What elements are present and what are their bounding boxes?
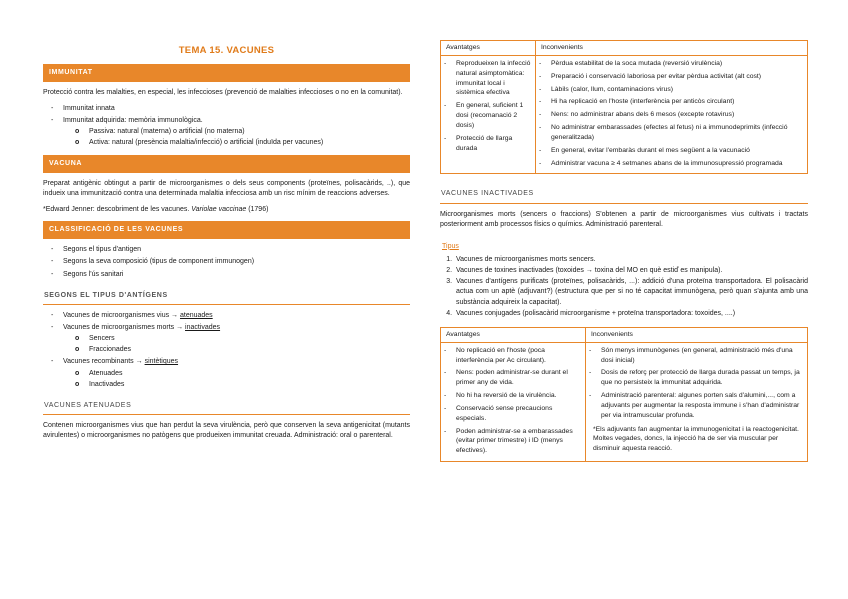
immunitat-list <box>43 104 410 149</box>
link-inactivades[interactable]: inactivades <box>185 324 221 332</box>
list-item: - Segons la seva composició (tipus de component immunogen) <box>51 257 410 267</box>
list-item: - Vacunes de microorganismes morts → inactivades o Sencers o Fraccionades <box>51 323 410 355</box>
classificacio-list <box>43 245 410 279</box>
tipus-label: Tipus <box>442 242 459 250</box>
table-header: Inconvenients <box>536 41 808 56</box>
inactivades-table <box>440 327 808 462</box>
list-item: - Immunitat innata <box>51 104 410 114</box>
table-header: Inconvenients <box>586 327 808 342</box>
inconvenients-cell <box>536 55 808 174</box>
adjuvants-note: *Els adjuvants fan augmentar la immunogenicitat i la reactogenicitat. Moltes vegades, doncs, la injecció ha de ser via muscular per disminuir aquesta reacció. <box>593 425 799 453</box>
list-item: - Segons l'ús sanitari <box>51 270 410 280</box>
list-item: - Immunitat adquirida: memòria immunològica. o Passiva: natural (materna) o artificial (no materna) o Activa: natural (presència malaltia/infecció) o artificial (induïda per vacunes) <box>51 116 410 148</box>
sub-list-item: o Passiva: natural (materna) o artificial (no materna) <box>75 127 410 137</box>
list-item: - Preparació i conservació laboriosa per evitar pèrdua activitat (alt cost) <box>539 72 804 82</box>
avantatges-cell <box>441 342 586 461</box>
section-heading-immunitat: IMMUNITAT <box>43 64 410 82</box>
list-item: - Dosis de reforç per protecció de llarga durada passat un temps, ja que no persisteix la immunitat adquirida. <box>589 368 804 388</box>
sub-list-item: o Sencers <box>75 334 410 344</box>
list-item: - Nens: poden administrar-se durant el primer any de vida. <box>444 368 582 388</box>
page-title: TEMA 15. VACUNES <box>178 45 275 56</box>
list-item: - Vacunes de microorganismes vius → atenuades <box>51 311 410 321</box>
section-heading-classificacio: CLASSIFICACIÓ DE LES VACUNES <box>43 221 410 239</box>
section-heading-tipus-antigen: SEGONS EL TIPUS D'ANTÍGENS <box>43 288 410 305</box>
section-heading-inactivades: VACUNES INACTIVADES <box>440 186 808 203</box>
link-atenuades[interactable]: atenuades <box>179 311 213 319</box>
list-item: - Administració parenteral: algunes porten sals d'alumini,..., com a adjuvants per augmentar la resposta immune i s'han d'administrar per via intramuscular profunda. <box>589 391 804 421</box>
list-item: - No hi ha reversió de la virulència. <box>444 391 582 401</box>
right-column <box>440 40 808 462</box>
atenuades-table <box>440 40 808 174</box>
list-item: - Nens: no administrar abans dels 6 mesos (excepte rotavirus) <box>539 110 804 120</box>
list-item: - En general, evitar l'embaràs durant el mes següent a la vacunació <box>539 146 804 156</box>
list-item: - En general, suficient 1 dosi (recomanació 2 dosis) <box>444 101 532 131</box>
tipus-antigen-list <box>43 311 410 390</box>
list-item: - Poden administrar-se a embarassades (evitar primer trimestre) i ID (menys efectives). <box>444 427 582 457</box>
vacuna-definition: Preparat antigènic obtingut a partir de microorganismes o dels seus components (proteïnes, polisacàrids, ..), que indueix una immunització contra una determinada malaltia infecciosa amb un risc mínim de reaccions adverses. <box>43 179 410 197</box>
list-item: - Protecció de llarga durada <box>444 134 532 154</box>
list-item: 1. Vacunes de microorganismes morts sencers. <box>454 255 808 265</box>
list-item: - No replicació en l'hoste (poca interferència per Ac circulant). <box>444 346 582 366</box>
list-item: - No administrar embarassades (efectes al fetus) ni a immunodeprimits (infecció generalitzada) <box>539 123 804 143</box>
table-header: Avantatges <box>441 327 586 342</box>
atenuades-text: Contenen microorganismes vius que han perdut la seva virulència, però que conserven la seva antigenicitat (mutants avirulentes) o microorganismes no patògens que produeixen immunitat creuada. Administració: oral o parenteral. <box>43 422 410 440</box>
section-heading-vacuna: VACUNA <box>43 155 410 173</box>
list-item: 4. Vacunes conjugades (polisacàrid microorganisme + proteïna transportadora: toxoides, ....) <box>454 309 808 319</box>
avantatges-cell <box>441 55 536 174</box>
list-item: - Conservació sense precaucions especials. <box>444 404 582 424</box>
list-item: - Vacunes recombinants → sintètiques o Atenuades o Inactivades <box>51 357 410 389</box>
list-item: - Hi ha replicació en l'hoste (interferència per anticòs circulant) <box>539 97 804 107</box>
inactivades-text: Microorganismes morts (sencers o fraccions) S'obtenen a partir de microorganismes vius cultivats i tractats posteriorment amb processos físics o químics. Administració parenteral. <box>440 210 808 228</box>
list-item: - Pèrdua estabilitat de la soca mutada (reversió virulència) <box>539 59 804 69</box>
list-item: - Làbils (calor, llum, contaminacions virus) <box>539 85 804 95</box>
table-header: Avantatges <box>441 41 536 56</box>
tipus-list <box>440 255 808 319</box>
list-item: 2. Vacunes de toxines inactivades (toxoides → toxina del MO en què estiď es manipula). <box>454 266 808 276</box>
jenner-note: *Edward Jenner: descobriment de les vacunes. Variolae vaccinae (1796) <box>43 206 269 214</box>
list-item: - Segons el tipus d'antigen <box>51 245 410 255</box>
list-item: - Administrar vacuna ≥ 4 setmanes abans de la immunosupressió programada <box>539 159 804 169</box>
inconvenients-cell <box>586 342 808 461</box>
link-sintetiques[interactable]: sintètiques <box>144 358 179 366</box>
sub-list-item: o Inactivades <box>75 380 410 390</box>
immunitat-intro: Protecció contra les malalties, en especial, les infeccioses (prevenció de malalties infeccioses o no en la comunitat). <box>43 88 403 96</box>
list-item: 3. Vacunes d'antígens purificats (proteïnes, polisacàrids, ...): addició d'una proteïna transportadora. El polisacàrid actua com un aptè (adjuvant?) (estructura que per si no té capacitat immunògena, però quan s'ajunta amb una substància adquireix la capacitat). <box>454 277 808 307</box>
left-column <box>43 0 410 447</box>
section-heading-atenuades: VACUNES ATENUADES <box>43 398 410 415</box>
list-item: - Reprodueixen la infecció natural asimptomàtica: immunitat local i sistèmica efectiva <box>444 59 532 98</box>
sub-list-item: o Activa: natural (presència malaltia/infecció) o artificial (induïda per vacunes) <box>75 138 410 148</box>
sub-list-item: o Atenuades <box>75 369 410 379</box>
list-item: - Són menys immunògenes (en general, administració més d'una dosi inicial) <box>589 346 804 366</box>
sub-list-item: o Fraccionades <box>75 345 410 355</box>
